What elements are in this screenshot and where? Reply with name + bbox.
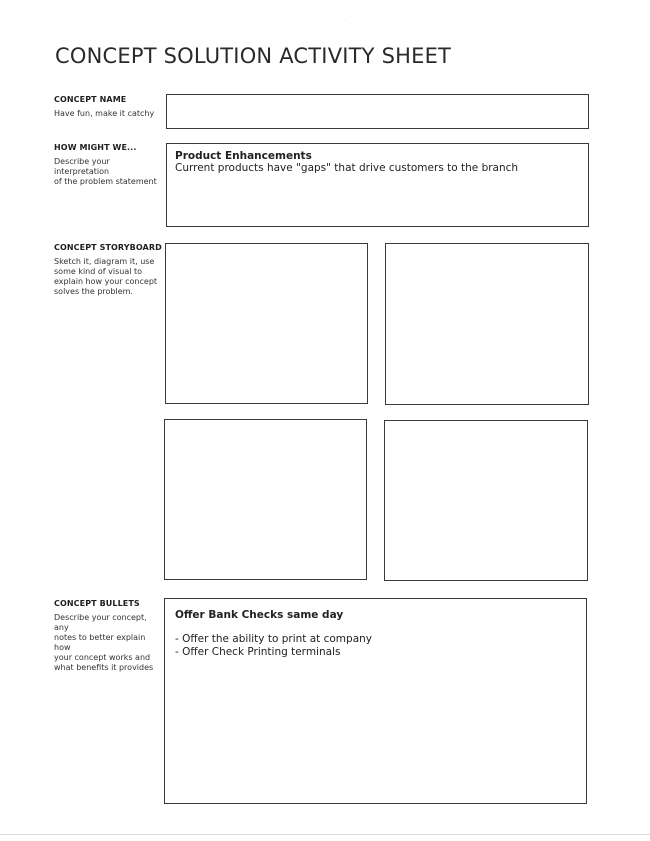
how-might-we-title: Product Enhancements xyxy=(175,150,312,162)
concept-name-description: Have fun, make it catchy xyxy=(54,109,155,118)
bullets-description-line-2: notes to better explain how xyxy=(54,633,146,652)
how-might-we-label-group xyxy=(54,143,162,187)
concept-name-field[interactable] xyxy=(166,94,589,129)
storyboard-label-group xyxy=(54,243,162,297)
bullets-field[interactable] xyxy=(164,598,587,804)
storyboard-panel-2[interactable] xyxy=(385,243,589,405)
bullets-title: Offer Bank Checks same day xyxy=(175,609,344,621)
bullets-description-line-3: your concept works and xyxy=(54,653,151,662)
bullets-label-group xyxy=(54,599,162,673)
bullets-heading: CONCEPT BULLETS xyxy=(54,599,140,608)
scan-speck: ˙ xyxy=(345,18,348,27)
storyboard-description-line-3: explain how your concept xyxy=(54,277,158,286)
page-title: CONCEPT SOLUTION ACTIVITY SHEET xyxy=(55,44,452,68)
concept-name-heading: CONCEPT NAME xyxy=(54,95,127,104)
bullets-description-line-1: Describe your concept, any xyxy=(54,613,147,632)
concept-name-label-group xyxy=(54,95,162,119)
how-might-we-heading: HOW MIGHT WE... xyxy=(54,143,137,152)
how-might-we-field[interactable] xyxy=(166,143,589,227)
storyboard-description-line-2: some kind of visual to xyxy=(54,267,143,276)
bullet-item: - Offer the ability to print at company xyxy=(175,633,372,645)
bullet-item: - Offer Check Printing terminals xyxy=(175,646,341,658)
how-might-we-description-line-1: Describe your interpretation xyxy=(54,157,110,176)
how-might-we-description-line-2: of the problem statement xyxy=(54,177,157,186)
storyboard-heading: CONCEPT STORYBOARD xyxy=(54,243,162,252)
storyboard-panel-3[interactable] xyxy=(164,419,367,580)
storyboard-panel-1[interactable] xyxy=(165,243,368,404)
storyboard-description-line-4: solves the problem. xyxy=(54,287,133,296)
how-might-we-text: Current products have "gaps" that drive customers to the branch xyxy=(175,162,519,174)
concept-name-value xyxy=(167,95,588,111)
page-bottom-rule xyxy=(0,834,650,835)
bullets-description-line-4: what benefits it provides xyxy=(54,663,154,672)
storyboard-panel-4[interactable] xyxy=(384,420,588,581)
storyboard-description-line-1: Sketch it, diagram it, use xyxy=(54,257,155,266)
